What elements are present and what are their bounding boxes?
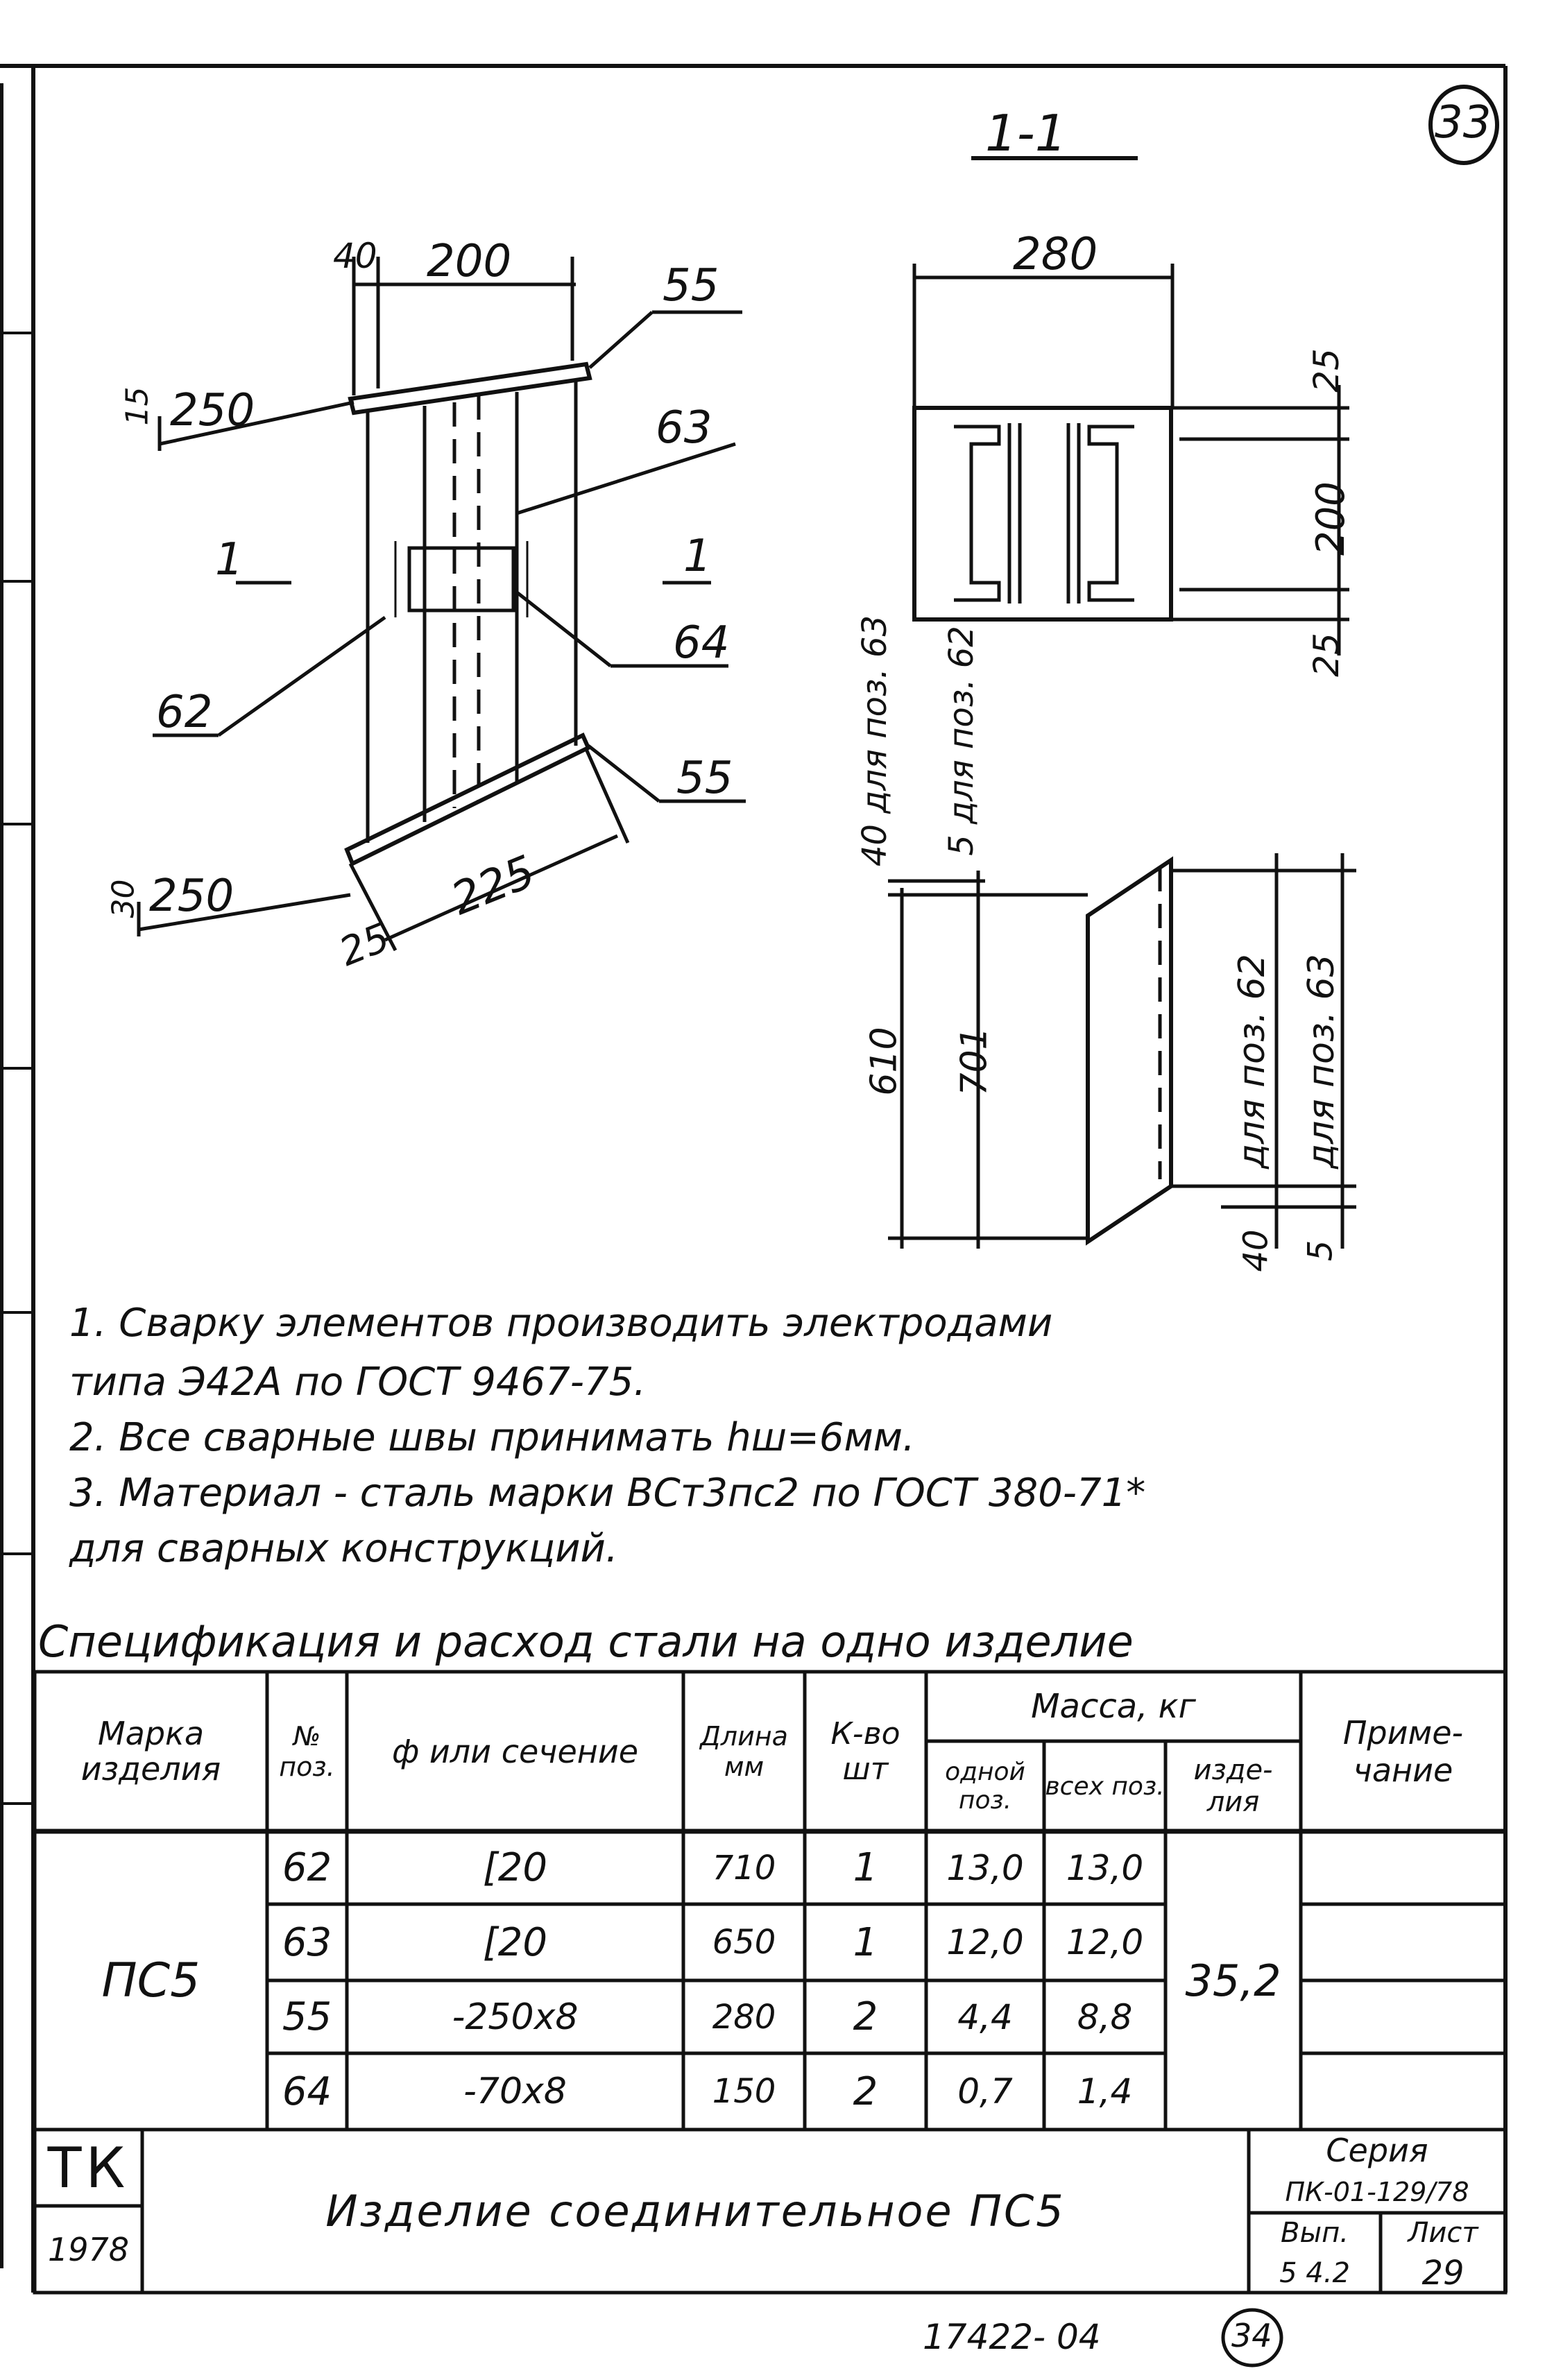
dim-40-bottom: 40	[1236, 1229, 1276, 1272]
section-mark-right: 1	[683, 531, 712, 582]
row-64-mass-all: 1,4	[1077, 2071, 1133, 2112]
label-55-bottom: 55	[676, 753, 733, 804]
dim-200-vertical: 200	[1308, 481, 1354, 556]
row-55-qty: 2	[853, 1994, 878, 2039]
row-64-mass-one: 0,7	[957, 2071, 1013, 2112]
sheet-value: 29	[1421, 2253, 1465, 2293]
item-mass: 35,2	[1185, 1955, 1281, 2006]
row-55-mass-one: 4,4	[957, 1996, 1013, 2037]
row-63-qty: 1	[853, 1919, 878, 1965]
title-block-org: ТК	[47, 2135, 130, 2200]
header-mass-all: всех поз.	[1045, 1772, 1165, 1801]
row-63-pos: 63	[282, 1919, 332, 1965]
row-62-mass-all: 13,0	[1066, 1847, 1144, 1888]
label-pos62-top: 5 для поз. 62	[941, 626, 981, 856]
row-62-section: [20	[482, 1845, 548, 1890]
drawing-title: Изделие соединительное ПС5	[325, 2186, 1066, 2236]
front-view	[139, 257, 746, 950]
bottom-page-number: 34	[1231, 2317, 1272, 2354]
header-mass-item: изде- лия	[1193, 1754, 1273, 1818]
row-55-pos: 55	[282, 1994, 332, 2039]
header-note: Приме- чание	[1342, 1714, 1464, 1789]
row-64-section: -70x8	[463, 2071, 567, 2112]
row-64-pos: 64	[282, 2069, 332, 2114]
row-64-qty: 2	[853, 2069, 878, 2114]
note-2: 2. Все сварные швы принимать hш=6мм.	[69, 1415, 915, 1460]
row-64-length: 150	[712, 2072, 776, 2111]
dim-25: 25	[333, 915, 396, 975]
dim-250-top: 250	[170, 385, 255, 436]
dim-15: 15	[119, 386, 155, 426]
header-pos: № поз.	[279, 1721, 335, 1782]
dim-250-bottom: 250	[149, 871, 234, 922]
section-label: 1-1	[985, 104, 1067, 162]
label-64: 64	[673, 617, 730, 669]
header-qty: К-во шт	[830, 1716, 900, 1787]
dim-280: 280	[1013, 229, 1098, 280]
note-1-continued: типа Э42А по ГОСТ 9467-75.	[69, 1360, 647, 1405]
header-mark: Марка изделия	[80, 1715, 221, 1788]
row-55-mass-all: 8,8	[1077, 1996, 1133, 2037]
header-mass: Масса, кг	[1031, 1687, 1196, 1726]
issue-label: Вып.	[1281, 2217, 1349, 2249]
row-62-mass-one: 13,0	[946, 1847, 1024, 1888]
header-length: Длина мм	[700, 1721, 788, 1782]
dim-30: 30	[105, 879, 142, 918]
dim-40: 40	[333, 236, 377, 276]
dim-25-top: 25	[1306, 348, 1347, 393]
header-section: ф или сечение	[391, 1733, 639, 1770]
note-3: 3. Материал - сталь марки ВСт3пс2 по ГОСТ 380-71*	[69, 1471, 1146, 1516]
row-55-length: 280	[712, 1997, 776, 2037]
dim-5-bottom: 5	[1301, 1240, 1340, 1262]
row-63-section: [20	[482, 1919, 548, 1965]
series-label: Серия	[1326, 2132, 1428, 2169]
row-62-qty: 1	[853, 1845, 878, 1890]
label-55-top: 55	[663, 260, 719, 311]
series-value: ПК-01-129/78	[1285, 2177, 1469, 2207]
row-63-mass-all: 12,0	[1066, 1922, 1144, 1962]
label-pos63-top: 40 для поз. 63	[855, 615, 895, 867]
row-62-pos: 62	[282, 1845, 332, 1890]
label-62: 62	[156, 687, 213, 738]
header-mass-one: одной поз.	[945, 1758, 1025, 1815]
row-62-length: 710	[712, 1848, 776, 1887]
dim-610: 610	[863, 1027, 905, 1096]
section-mark-left: 1	[215, 534, 244, 585]
spec-title: Спецификация и расход стали на одно изделие	[38, 1616, 1134, 1667]
issue-value: 5 4.2	[1279, 2257, 1350, 2289]
row-55-section: -250x8	[452, 1996, 579, 2038]
note-1: 1. Сварку элементов производить электродами	[69, 1301, 1053, 1346]
label-pos62-side: для поз. 62	[1231, 954, 1273, 1169]
label-63: 63	[656, 402, 712, 454]
archive-number: 17422- 04	[923, 2317, 1101, 2357]
note-3-continued: для сварных конструкций.	[69, 1526, 618, 1571]
dim-25-bottom: 25	[1306, 633, 1347, 677]
label-pos63-side: для поз. 63	[1300, 954, 1342, 1169]
dim-200: 200	[427, 236, 512, 287]
row-63-mass-one: 12,0	[946, 1922, 1024, 1962]
dim-701: 701	[953, 1027, 996, 1096]
dim-225: 225	[444, 846, 543, 926]
mark-value: ПС5	[101, 1953, 200, 2008]
section-1-1-view	[914, 264, 1349, 656]
row-63-length: 650	[712, 1923, 776, 1962]
sheet-label: Лист	[1408, 2217, 1478, 2249]
title-block-year: 1978	[47, 2230, 130, 2268]
page-number: 33	[1435, 97, 1492, 148]
